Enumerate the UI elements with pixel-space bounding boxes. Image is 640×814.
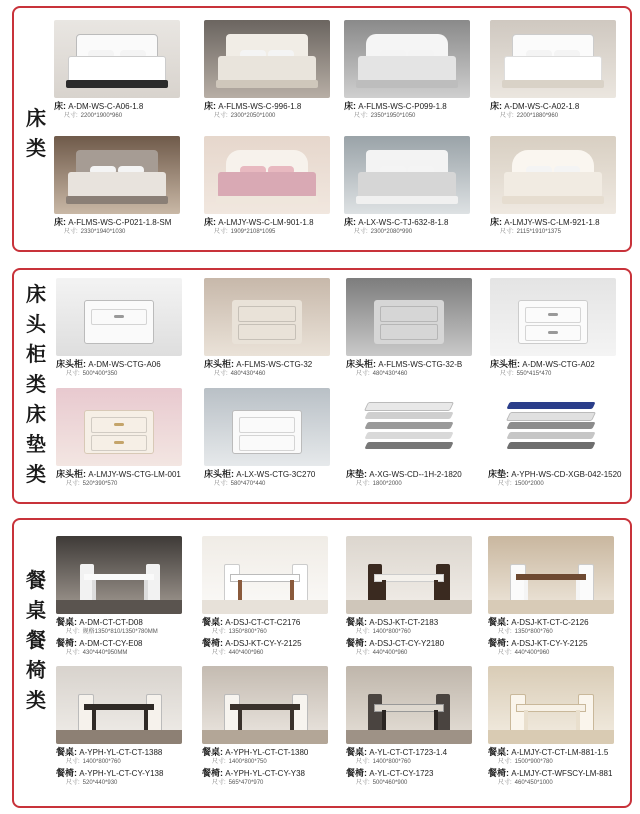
- product-card-dining-3[interactable]: [346, 536, 472, 658]
- product-size: 2200*1900*960: [80, 113, 123, 119]
- mattress-photo: [346, 388, 472, 466]
- dining-section: [12, 518, 632, 808]
- beds-section-label: [22, 104, 50, 164]
- product-size: 1400*800*760: [372, 759, 411, 765]
- product-size: 440*400*960: [372, 650, 408, 656]
- dining-set-photo: [346, 536, 472, 614]
- label-char: 椅: [26, 660, 46, 682]
- label-char: 类: [26, 690, 46, 712]
- size-key: 尺寸:: [354, 113, 368, 119]
- dining-section-label: [22, 566, 50, 716]
- product-type: 餐椅:: [56, 768, 77, 778]
- size-key: 尺寸:: [498, 780, 512, 786]
- size-key: 尺寸:: [500, 371, 514, 377]
- product-size: 480*430*460: [230, 371, 266, 377]
- bed-photo: [204, 136, 330, 214]
- product-size: 1350*800*760: [514, 629, 553, 635]
- product-type: 餐椅:: [346, 638, 367, 648]
- product-code: A-LMJY-WS-C-LM-921-1.8: [504, 218, 600, 227]
- product-code: A-FLMS-WS-CTG-32-B: [378, 360, 463, 369]
- product-size: 2330*1940*1030: [80, 229, 126, 235]
- product-card-dining-1[interactable]: [56, 536, 182, 658]
- product-type: 餐桌:: [346, 747, 367, 757]
- product-code: A-DM-WS-CTG-A06: [88, 360, 161, 369]
- product-code: A-DSJ-KT-CT-C-2126: [511, 618, 589, 627]
- product-type: 床:: [54, 217, 66, 227]
- product-size: 2115*1910*1375: [516, 229, 561, 235]
- product-type: 床:: [344, 217, 356, 227]
- size-key: 尺寸:: [66, 650, 80, 656]
- product-code: A-DM-WS-C-A06-1.8: [68, 102, 144, 111]
- nightstand-photo: [56, 278, 182, 356]
- size-key: 尺寸:: [66, 780, 80, 786]
- product-size: 1909*2108*1095: [230, 229, 276, 235]
- dining-set-photo: [202, 666, 328, 744]
- size-key: 尺寸:: [212, 650, 226, 656]
- product-card-bed-1[interactable]: [54, 20, 180, 121]
- product-size: 520*440*930: [82, 780, 118, 786]
- label-char: 类: [26, 464, 46, 486]
- product-type: 床头柜:: [204, 469, 234, 479]
- product-code: A-FLMS-WS-C-996-1.8: [218, 102, 302, 111]
- size-key: 尺寸:: [498, 481, 512, 487]
- product-type: 床:: [344, 101, 356, 111]
- bed-photo: [490, 136, 616, 214]
- product-card-dining-7[interactable]: [346, 666, 472, 788]
- product-type: 餐椅:: [56, 638, 77, 648]
- size-key: 尺寸:: [498, 629, 512, 635]
- nightstand-photo: [204, 388, 330, 466]
- product-code: A-FLMS-WS-CTG-32: [236, 360, 313, 369]
- product-type: 餐椅:: [346, 768, 367, 778]
- product-size: 规格1350*810/1350*780MM: [82, 629, 158, 635]
- product-code: A-YPH-YL-CT-CY-Y38: [225, 769, 305, 778]
- label-char: 柜: [26, 344, 46, 366]
- product-size: 1400*800*760: [372, 629, 411, 635]
- dining-set-photo: [346, 666, 472, 744]
- product-code: A-DSJ-KT-CY-Y-2125: [511, 639, 588, 648]
- size-key: 尺寸:: [356, 780, 370, 786]
- product-code: A-DM-CT-CT-D08: [79, 618, 143, 627]
- size-key: 尺寸:: [356, 650, 370, 656]
- size-key: 尺寸:: [66, 629, 80, 635]
- product-card-mattress-2[interactable]: [488, 388, 622, 489]
- product-size: 565*470*970: [228, 780, 264, 786]
- product-type: 餐桌:: [56, 747, 77, 757]
- product-code: A-DSJ-CT-CY-Y2180: [369, 639, 445, 648]
- product-card-bed-3[interactable]: [344, 20, 470, 121]
- product-code: A-YPH-YL-CT-CT-1380: [225, 748, 309, 757]
- nightstand-photo: [204, 278, 330, 356]
- bed-photo: [344, 20, 470, 98]
- product-type: 床:: [204, 217, 216, 227]
- bed-photo: [204, 20, 330, 98]
- product-card-mattress-1[interactable]: [346, 388, 472, 489]
- product-size: 2300*2080*990: [370, 229, 413, 235]
- product-size: 580*470*440: [230, 481, 266, 487]
- nightstand-photo: [490, 278, 616, 356]
- size-key: 尺寸:: [500, 229, 514, 235]
- product-code: A-DSJ-KT-CY-Y-2125: [225, 639, 302, 648]
- product-code: A-DM-WS-CTG-A02: [522, 360, 595, 369]
- product-card-nightstand-3[interactable]: [346, 278, 472, 379]
- product-card-dining-6[interactable]: [202, 666, 328, 788]
- product-size: 440*400*960: [228, 650, 264, 656]
- product-size: 500*460*900: [372, 780, 408, 786]
- product-code: A-LX-WS-CTG-3C270: [236, 470, 316, 479]
- product-card-nightstand-4[interactable]: [490, 278, 616, 379]
- product-type: 床头柜:: [204, 359, 234, 369]
- product-size: 430*440*950MM: [82, 650, 128, 656]
- beds-section: [12, 6, 632, 252]
- product-card-bed-8[interactable]: [490, 136, 616, 237]
- bed-photo: [54, 136, 180, 214]
- label-char: 头: [26, 314, 46, 336]
- product-type: 床垫:: [488, 469, 509, 479]
- product-type: 餐椅:: [488, 638, 509, 648]
- product-size: 2200*1880*960: [516, 113, 559, 119]
- product-code: A-LMJY-CT-WFSCY-LM-881: [511, 769, 613, 778]
- product-card-bed-6[interactable]: [204, 136, 330, 237]
- size-key: 尺寸:: [66, 481, 80, 487]
- product-type: 餐桌:: [56, 617, 77, 627]
- bed-photo: [490, 20, 616, 98]
- size-key: 尺寸:: [212, 759, 226, 765]
- product-code: A-FLMS-WS-C-P021-1.8-SM: [68, 218, 172, 227]
- product-size: 1400*800*760: [82, 759, 121, 765]
- product-type: 床:: [490, 217, 502, 227]
- label-char: 类: [26, 374, 46, 396]
- product-code: A-YPH-YL-CT-CY-Y138: [79, 769, 164, 778]
- nightstand-photo: [56, 388, 182, 466]
- product-size: 520*390*570: [82, 481, 118, 487]
- product-size: 1500*900*780: [514, 759, 553, 765]
- size-key: 尺寸:: [498, 650, 512, 656]
- size-key: 尺寸:: [214, 371, 228, 377]
- product-card-bed-2[interactable]: [204, 20, 330, 121]
- product-type: 床头柜:: [490, 359, 520, 369]
- product-type: 床:: [490, 101, 502, 111]
- product-card-bed-5[interactable]: [54, 136, 180, 237]
- nightstands-mattresses-section: [12, 268, 632, 504]
- product-type: 餐椅:: [488, 768, 509, 778]
- size-key: 尺寸:: [64, 113, 78, 119]
- product-size: 1500*2000: [514, 481, 544, 487]
- size-key: 尺寸:: [214, 481, 228, 487]
- product-card-nightstand-6[interactable]: [204, 388, 330, 489]
- product-card-dining-8[interactable]: [488, 666, 614, 788]
- product-size: 1350*800*760: [228, 629, 267, 635]
- product-code: A-DM-CT-CY-E08: [79, 639, 143, 648]
- product-type: 餐桌:: [346, 617, 367, 627]
- size-key: 尺寸:: [214, 113, 228, 119]
- product-type: 餐椅:: [202, 768, 223, 778]
- product-card-nightstand-1[interactable]: [56, 278, 182, 379]
- size-key: 尺寸:: [214, 229, 228, 235]
- product-size: 2350*1950*1050: [370, 113, 416, 119]
- product-card-nightstand-5[interactable]: [56, 388, 182, 489]
- mattress-photo: [488, 388, 614, 466]
- product-code: A-DSJ-KT-CT-2183: [369, 618, 439, 627]
- label-char: 垫: [26, 434, 46, 456]
- product-card-dining-4[interactable]: [488, 536, 614, 658]
- product-size: 480*430*460: [372, 371, 408, 377]
- product-type: 餐桌:: [202, 617, 223, 627]
- product-code: A-LMJY-WS-CTG-LM-001: [88, 470, 181, 479]
- product-card-bed-4[interactable]: [490, 20, 616, 121]
- product-code: A-LX-WS-C-TJ-632-8-1.8: [358, 218, 449, 227]
- product-type: 床头柜:: [56, 359, 86, 369]
- product-code: A-LMJY-CT-CT-LM-881-1.5: [511, 748, 609, 757]
- product-type: 床:: [204, 101, 216, 111]
- size-key: 尺寸:: [66, 371, 80, 377]
- product-code: A-FLMS-WS-C-P099-1.8: [358, 102, 447, 111]
- label-char: 餐: [26, 570, 46, 592]
- label-char: 床: [26, 284, 46, 306]
- product-type: 餐桌:: [202, 747, 223, 757]
- label-char: 床: [26, 404, 46, 426]
- product-type: 床垫:: [346, 469, 367, 479]
- product-code: A-DSJ-CT-CT-C2176: [225, 618, 301, 627]
- product-size: 440*400*960: [514, 650, 550, 656]
- product-card-bed-7[interactable]: [344, 136, 470, 237]
- size-key: 尺寸:: [356, 629, 370, 635]
- product-card-dining-2[interactable]: [202, 536, 328, 658]
- nightstand-photo: [346, 278, 472, 356]
- bed-photo: [344, 136, 470, 214]
- size-key: 尺寸:: [212, 780, 226, 786]
- product-size: 2300*2050*1000: [230, 113, 276, 119]
- product-card-nightstand-2[interactable]: [204, 278, 330, 379]
- product-type: 床头柜:: [346, 359, 376, 369]
- product-type: 餐椅:: [202, 638, 223, 648]
- label-char: 床: [26, 108, 46, 130]
- product-type: 床:: [54, 101, 66, 111]
- product-size: 460*450*1000: [514, 780, 553, 786]
- size-key: 尺寸:: [500, 113, 514, 119]
- product-type: 床头柜:: [56, 469, 86, 479]
- dining-set-photo: [56, 536, 182, 614]
- size-key: 尺寸:: [498, 759, 512, 765]
- product-type: 餐桌:: [488, 747, 509, 757]
- product-code: A-YL-CT-CT-1723-1.4: [369, 748, 448, 757]
- size-key: 尺寸:: [356, 759, 370, 765]
- product-size: 550*415*470: [516, 371, 552, 377]
- product-size: 1800*2000: [372, 481, 402, 487]
- label-char: 桌: [26, 600, 46, 622]
- size-key: 尺寸:: [66, 759, 80, 765]
- size-key: 尺寸:: [354, 229, 368, 235]
- product-code: A-XG-WS-CD--1H-2-1820: [369, 470, 462, 479]
- product-size: 500*400*350: [82, 371, 118, 377]
- product-code: A-YL-CT-CY-1723: [369, 769, 434, 778]
- size-key: 尺寸:: [64, 229, 78, 235]
- bed-photo: [54, 20, 180, 98]
- mattresses-section-label: [22, 400, 50, 490]
- dining-set-photo: [488, 536, 614, 614]
- dining-set-photo: [202, 536, 328, 614]
- product-card-dining-5[interactable]: [56, 666, 182, 788]
- product-code: A-LMJY-WS-C-LM-901-1.8: [218, 218, 314, 227]
- size-key: 尺寸:: [356, 481, 370, 487]
- product-type: 餐桌:: [488, 617, 509, 627]
- size-key: 尺寸:: [212, 629, 226, 635]
- dining-set-photo: [488, 666, 614, 744]
- label-char: 类: [26, 138, 46, 160]
- label-char: 餐: [26, 630, 46, 652]
- product-code: A-YPH-YL-CT-CT-1388: [79, 748, 163, 757]
- size-key: 尺寸:: [356, 371, 370, 377]
- product-size: 1400*800*750: [228, 759, 267, 765]
- nightstands-section-label: [22, 280, 50, 400]
- product-code: A-DM-WS-C-A02-1.8: [504, 102, 580, 111]
- product-code: A-YPH-WS-CD-XGB-042-1520: [511, 470, 622, 479]
- dining-set-photo: [56, 666, 182, 744]
